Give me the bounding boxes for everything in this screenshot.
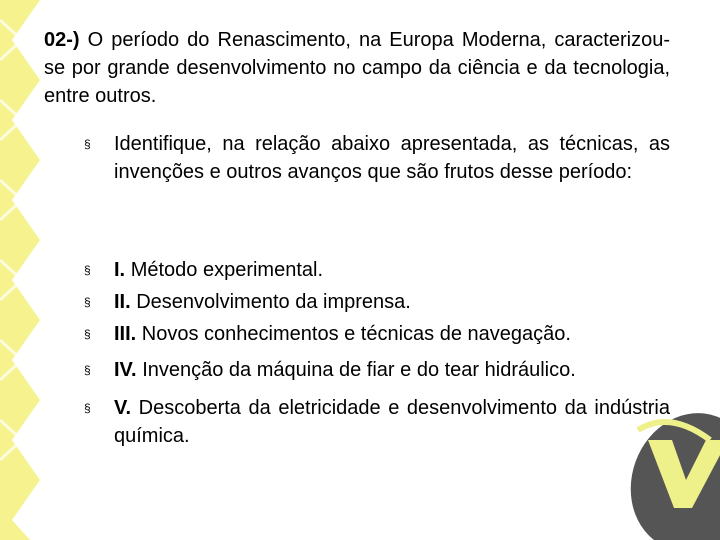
list-item [84,256,670,284]
question-body: O período do Renascimento, na Europa Moderna, caracterizou-se por grande desenvolvimento no campo da ciência e da tecnologia, entre outros. [44,29,670,107]
bullet-icon: § [84,295,91,309]
item-numeral: III. [114,323,137,345]
list-item [84,394,670,450]
bullet-icon: § [84,363,91,377]
instruction-text: Identifique, na relação abaixo apresentada, as técnicas, as invenções e outros avanços que são frutos desse período: [114,133,670,183]
item-text: Novos conhecimentos e técnicas de navegação. [141,323,571,345]
item-text: Método experimental. [130,259,324,281]
list-item [84,356,670,384]
list-item [84,288,670,316]
item-numeral: I. [114,259,126,281]
bullet-icon: § [84,327,91,341]
bullet-icon: § [84,401,91,415]
item-text: Desenvolvimento da imprensa. [136,291,411,313]
question-text [44,26,670,110]
item-numeral: V. [114,397,132,419]
item-numeral: II. [114,291,131,313]
bullet-icon: § [84,263,91,277]
question-number: 02-) [44,29,80,51]
item-text: Descoberta da eletricidade e desenvolvimento da indústria química. [114,397,671,447]
instruction-item [84,130,670,186]
item-numeral: IV. [114,359,137,381]
list-item [84,320,670,348]
bullet-icon: § [84,137,91,151]
item-text: Invenção da máquina de fiar e do tear hidráulico. [142,359,576,381]
